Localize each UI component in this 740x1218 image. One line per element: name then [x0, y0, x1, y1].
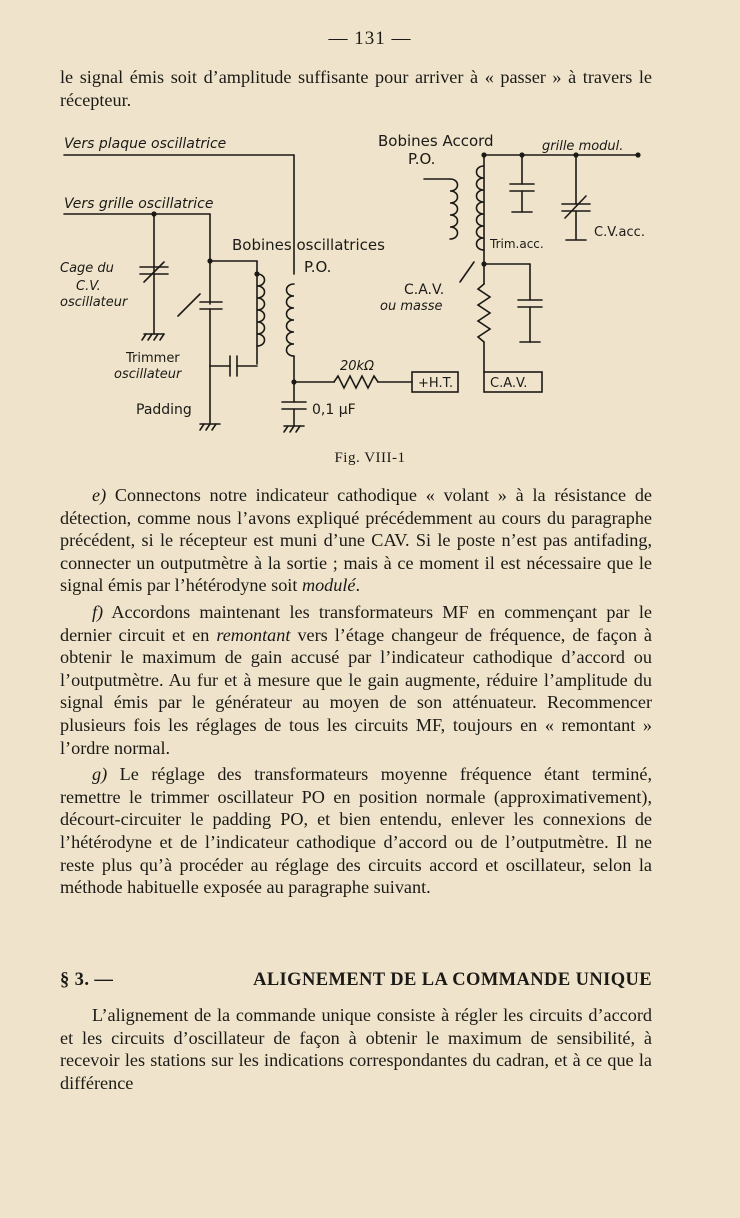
section-number: § 3. —: [60, 970, 114, 990]
label-bobines-accord: Bobines Accord: [378, 132, 494, 150]
label-resistor: 20kΩ: [340, 359, 375, 374]
label-po-osc: P.O.: [304, 258, 332, 276]
label-cage-line3: oscillateur: [60, 295, 128, 310]
paragraph-f-marker: f): [92, 601, 104, 622]
label-trimmer-line2: oscillateur: [114, 367, 182, 382]
paragraph-f-text-2: vers l’étage changeur de fréquence, de façon à obtenir le maximum de gain accusé par l’indicateur cathodique d’accord ou l’outputmètre. Au fur et à mesure que le gain augmente, réduire l’amplitude du signal émis par le générateur au moyen de son atténuateur. Recommencer plusieurs fois les réglages de tous les circuits MF, toujours en « remontant » l’ordre normal.: [60, 624, 653, 758]
section-heading: [60, 970, 652, 991]
paragraph-g-text: Le réglage des transformateurs moyenne fréquence étant terminé, remettre le trimmer oscillateur PO en position normale (approximativement), décourt-circuiter le padding PO, et bien entendu, enlever les connexions de l’hétérodyne et de l’indicateur cathodique d’accord ou de l’outputmètre. Il ne reste plus qu’à procéder au réglage des circuits accord et oscillateur, selon la méthode habituelle exposée au paragraphe suivant.: [60, 764, 652, 898]
paragraph-f-text-1: Accordons maintenant les transformateurs MF en commençant par le dernier circuit et en: [60, 601, 652, 645]
page-number: — 131 —: [328, 28, 412, 49]
label-vers-grille: Vers grille oscillatrice: [64, 196, 214, 212]
paragraph-g: [60, 763, 652, 899]
label-trim-acc: Trim.acc.: [490, 237, 544, 251]
paragraph-e-emphasis: modulé: [301, 575, 356, 596]
label-padding: Padding: [136, 402, 192, 418]
paragraph-e-text-2: .: [355, 575, 361, 596]
section-paragraph: L’alignement de la commande unique consiste à régler les circuits d’accord et les circuits d’oscillateur de façon à obtenir le maximum de sensibilité, à recevoir les stations sur les indications correspondantes du cadran, et à ce que la différence: [60, 1005, 652, 1093]
label-cage-line2: C.V.: [76, 279, 101, 294]
circuit-diagram: [60, 124, 660, 442]
body-paragraphs: [60, 484, 652, 899]
label-po-accord: P.O.: [408, 150, 436, 168]
figure-caption: Fig. VIII-1: [334, 450, 406, 466]
paragraph-e-text-1: Connectons notre indicateur cathodique « volant » à la résistance de détection, comme nous l’avons expliqué précédemment au cours du paragraphe précédent, si le récepteur est muni d’une CAV. Si le poste n’est pas antifading, connecter un outputmètre à la sortie ; mais à ce moment il est nécessaire que le signal émis par l’hétérodyne soit: [60, 485, 652, 596]
paragraph-e: [60, 484, 652, 597]
circuit-schematic: [60, 124, 660, 442]
label-cage-line1: Cage du: [60, 261, 114, 276]
label-bobines-osc: Bobines oscillatrices: [232, 236, 385, 254]
label-grille-modul: grille modul.: [542, 139, 624, 154]
paragraph-g-marker: g): [92, 764, 108, 785]
label-trimmer-line1: Trimmer: [126, 351, 180, 366]
label-cav-box: C.A.V.: [490, 376, 528, 391]
paragraph-e-marker: e): [92, 485, 107, 505]
label-vers-plaque: Vers plaque oscillatrice: [64, 136, 227, 152]
intro-paragraph: [60, 66, 652, 111]
label-capacitor: 0,1 μF: [312, 402, 356, 418]
intro-text: le signal émis soit d’amplitude suffisante pour arriver à « passer » à travers le récepteur.: [60, 67, 652, 110]
paragraph-f-emphasis: remontant: [216, 624, 291, 645]
label-cv-acc: C.V.acc.: [594, 225, 645, 240]
label-cav: C.A.V.: [404, 282, 445, 298]
section-body: [60, 1004, 652, 1094]
label-ht: +H.T.: [418, 376, 454, 391]
paragraph-f: [60, 601, 652, 759]
label-ou-masse: ou masse: [380, 299, 443, 314]
section-title: ALIGNEMENT DE LA COMMANDE UNIQUE: [253, 970, 652, 990]
